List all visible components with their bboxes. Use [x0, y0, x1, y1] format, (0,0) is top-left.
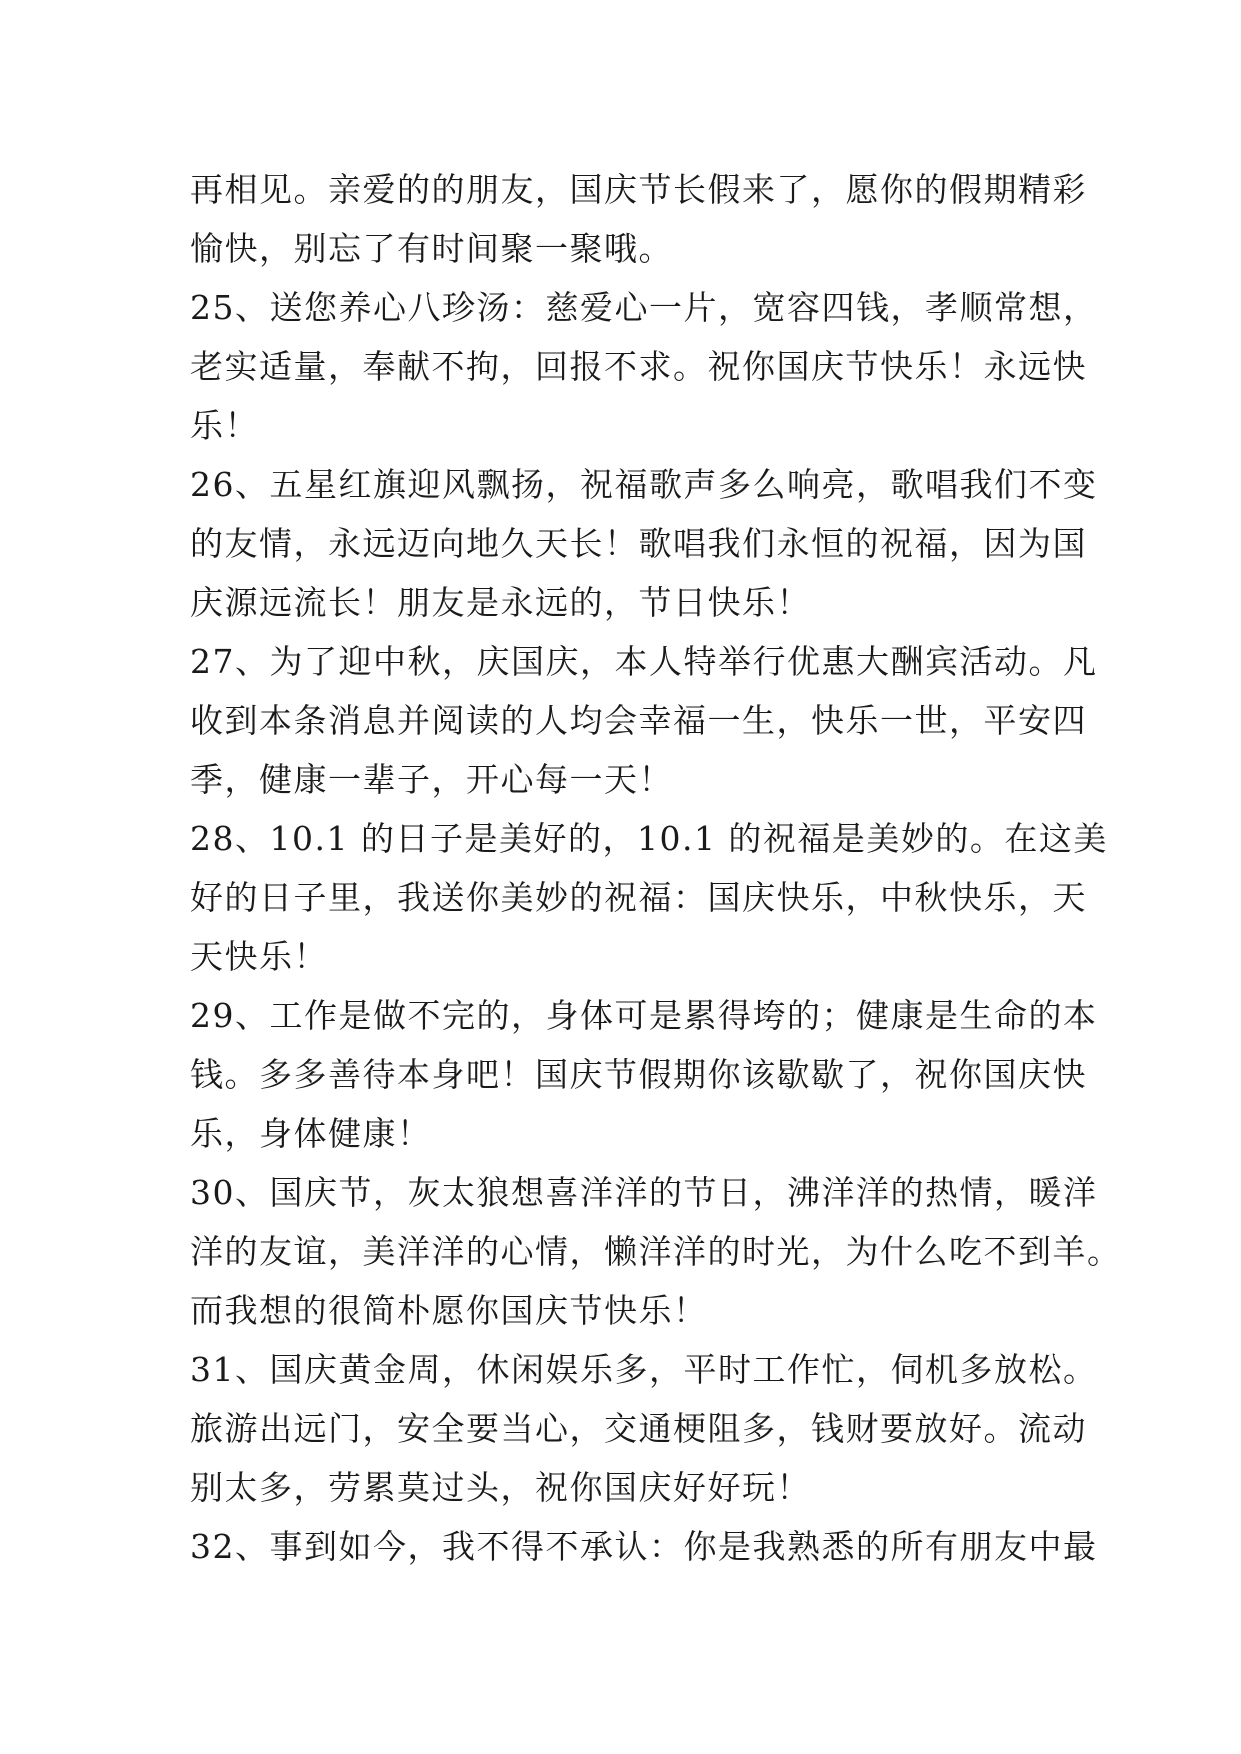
text-line: 季，健康一辈子，开心每一天！: [190, 760, 673, 799]
text-line: 27、为了迎中秋，庆国庆，本人特举行优惠大酬宾活动。凡: [190, 642, 1098, 681]
text-line: 别太多，劳累莫过头，祝你国庆好好玩！: [190, 1468, 811, 1507]
text-line: 28、10.1 的日子是美好的，10.1 的祝福是美妙的。在这美: [190, 819, 1108, 858]
document-body: [190, 160, 1122, 1576]
text-line: 32、事到如今，我不得不承认：你是我熟悉的所有朋友中最: [190, 1527, 1098, 1566]
text-line: 好的日子里，我送你美妙的祝福：国庆快乐，中秋快乐，天: [190, 878, 1087, 917]
text-line: 31、国庆黄金周，休闲娱乐多，平时工作忙，伺机多放松。: [190, 1350, 1098, 1389]
text-line: 钱。多多善待本身吧！国庆节假期你该歇歇了，祝你国庆快: [190, 1055, 1087, 1094]
text-line: 收到本条消息并阅读的人均会幸福一生，快乐一世，平安四: [190, 701, 1087, 740]
text-line: 再相见。亲爱的的朋友，国庆节长假来了，愿你的假期精彩: [190, 170, 1087, 209]
text-line: 旅游出远门，安全要当心，交通梗阻多，钱财要放好。流动: [190, 1409, 1087, 1448]
text-line: 29、工作是做不完的，身体可是累得垮的；健康是生命的本: [190, 996, 1098, 1035]
text-line: 26、五星红旗迎风飘扬，祝福歌声多么响亮，歌唱我们不变: [190, 465, 1098, 504]
text-line: 老实适量，奉献不拘，回报不求。祝你国庆节快乐！永远快: [190, 347, 1087, 386]
text-line: 天快乐！: [190, 937, 328, 976]
text-line: 30、国庆节，灰太狼想喜洋洋的节日，沸洋洋的热情，暖洋: [190, 1173, 1098, 1212]
text-line: 乐！: [190, 406, 259, 445]
text-line: 的友情，永远迈向地久天长！歌唱我们永恒的祝福，因为国: [190, 524, 1087, 563]
text-line: 25、送您养心八珍汤：慈爱心一片，宽容四钱，孝顺常想，: [190, 288, 1098, 327]
text-line: 庆源远流长！朋友是永远的，节日快乐！: [190, 583, 811, 622]
text-line: 而我想的很简朴愿你国庆节快乐！: [190, 1291, 708, 1330]
text-line: 愉快，别忘了有时间聚一聚哦。: [190, 229, 673, 268]
text-line: 乐，身体健康！: [190, 1114, 432, 1153]
text-line: 洋的友谊，美洋洋的心情，懒洋洋的时光，为什么吃不到羊。: [190, 1232, 1122, 1271]
